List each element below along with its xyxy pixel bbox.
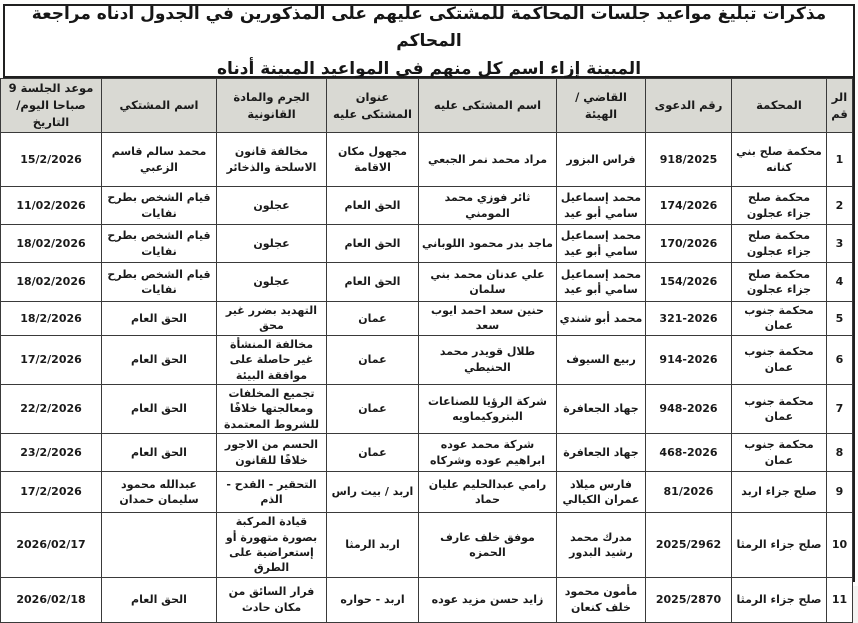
cell-complainant: محمد سالم قاسم الزعبي (102, 133, 217, 187)
cell-court: محكمة جنوب عمان (732, 335, 827, 384)
cell-num: 11 (827, 577, 853, 622)
cell-defendant: طلال قويدر محمد الحنيطي (419, 335, 557, 384)
cell-case_no: 918/2025 (646, 133, 732, 187)
cell-defendant: علي عدنان محمد بني سلمان (419, 263, 557, 302)
column-header-num: الرقم (827, 79, 853, 133)
cell-judge: ربيع السيوف (557, 335, 646, 384)
cell-court: محكمة صلح جزاء عجلون (732, 225, 827, 263)
cell-court: محكمة صلح بني كنانه (732, 133, 827, 187)
cell-complainant: الحق العام (102, 434, 217, 472)
cell-case_no: 174/2026 (646, 187, 732, 225)
cell-num: 4 (827, 263, 853, 302)
cell-court: صلح جزاء الرمثا (732, 577, 827, 622)
cell-case_no: 2025/2870 (646, 577, 732, 622)
cell-address: اربد - حواره (327, 577, 419, 622)
table-row (1, 335, 853, 384)
cell-crime: فرار السائق من مكان حادث (217, 577, 327, 622)
cell-date: 17/2/2026 (1, 472, 102, 513)
title-line-2: المبينة إزاء اسم كل منهم في المواعيد المبينة أدناه (216, 58, 642, 79)
cell-case_no: 468-2026 (646, 434, 732, 472)
cell-date: 22/2/2026 (1, 384, 102, 433)
column-header-crime: الجرم والمادة القانونية (217, 79, 327, 133)
cell-judge: جهاد الجعافرة (557, 384, 646, 433)
cell-case_no: 170/2026 (646, 225, 732, 263)
cell-crime: عجلون (217, 225, 327, 263)
cell-date: 15/2/2026 (1, 133, 102, 187)
cell-num: 5 (827, 302, 853, 336)
cell-court: صلح جزاء الرمثا (732, 513, 827, 578)
title-line-1: مذكرات تبليغ مواعيد جلسات المحاكمة للمشتكى عليهم على المذكورين في الجدول ادناه مراجعة المحاكم (31, 4, 827, 52)
cell-date: 23/2/2026 (1, 434, 102, 472)
cell-case_no: 154/2026 (646, 263, 732, 302)
cell-address: الحق العام (327, 187, 419, 225)
table-row (1, 225, 853, 263)
cell-address: الحق العام (327, 263, 419, 302)
cell-complainant: الحق العام (102, 384, 217, 433)
cell-judge: مدرك محمد رشيد البدور (557, 513, 646, 578)
table-row (1, 187, 853, 225)
cell-address: عمان (327, 434, 419, 472)
cell-address: عمان (327, 335, 419, 384)
cell-court: محكمة جنوب عمان (732, 434, 827, 472)
cell-num: 7 (827, 384, 853, 433)
column-header-court: المحكمة (732, 79, 827, 133)
cell-crime: مخالفة المنشأة غير حاصلة على موافقة البيئة (217, 335, 327, 384)
cell-address: عمان (327, 384, 419, 433)
cell-date: 18/02/2026 (1, 225, 102, 263)
cell-num: 1 (827, 133, 853, 187)
cell-crime: التحقير - القدح - الذم (217, 472, 327, 513)
cell-complainant: الحق العام (102, 335, 217, 384)
cell-address: مجهول مكان الاقامة (327, 133, 419, 187)
cell-complainant (102, 513, 217, 578)
cell-judge: فراس البزور (557, 133, 646, 187)
cell-court: محكمة صلح جزاء عجلون (732, 187, 827, 225)
cell-court: محكمة صلح جزاء عجلون (732, 263, 827, 302)
cell-defendant: حنين سعد احمد ايوب سعد (419, 302, 557, 336)
cell-complainant: قيام الشخص بطرح نفايات (102, 263, 217, 302)
cell-num: 6 (827, 335, 853, 384)
cell-crime: قيادة المركبة بصورة متهورة أو إستعراضية على الطرق (217, 513, 327, 578)
cell-defendant: ثائر فوزي محمد المومني (419, 187, 557, 225)
cell-crime: مخالفة قانون الاسلحة والذخائر (217, 133, 327, 187)
column-header-judge: القاضي / الهيئة (557, 79, 646, 133)
cell-address: اربد / بيت راس (327, 472, 419, 513)
cell-crime: عجلون (217, 263, 327, 302)
cell-defendant: موفق خلف عارف الحمزه (419, 513, 557, 578)
cell-court: محكمة جنوب عمان (732, 384, 827, 433)
cell-crime: الحسم من الاجور خلافًا للقانون (217, 434, 327, 472)
cell-defendant: شركة الرؤيا للصناعات البتروكيماويه (419, 384, 557, 433)
cell-date: 17/2/2026 (1, 335, 102, 384)
table-row (1, 472, 853, 513)
table-row (1, 577, 853, 622)
cell-judge: فارس ميلاد عمران الكيالي (557, 472, 646, 513)
column-header-date: موعد الجلسة 9 صباحا اليوم/التاريخ (1, 79, 102, 133)
table-row (1, 434, 853, 472)
cell-address: اربد الرمثا (327, 513, 419, 578)
court-notice-document (3, 4, 855, 614)
cell-judge: محمد إسماعيل سامي أبو عيد (557, 263, 646, 302)
table-row (1, 513, 853, 578)
cell-case_no: 2025/2962 (646, 513, 732, 578)
cell-defendant: رامي عبدالحليم عليان حماد (419, 472, 557, 513)
cell-defendant: زايد حسن مزيد عوده (419, 577, 557, 622)
table-body (1, 133, 853, 623)
cell-complainant: قيام الشخص بطرح نفايات (102, 225, 217, 263)
cell-defendant: مراد محمد نمر الجبعي (419, 133, 557, 187)
cell-judge: جهاد الجعافرة (557, 434, 646, 472)
column-header-case_no: رقم الدعوى (646, 79, 732, 133)
table-row (1, 263, 853, 302)
cell-address: عمان (327, 302, 419, 336)
cell-complainant: الحق العام (102, 302, 217, 336)
cell-date: 18/2/2026 (1, 302, 102, 336)
cell-judge: محمد أبو شندي (557, 302, 646, 336)
cell-complainant: عبدالله محمود سليمان حمدان (102, 472, 217, 513)
cell-defendant: ماجد بدر محمود اللوباني (419, 225, 557, 263)
cell-defendant: شركة محمد عوده ابراهيم عوده وشركاه (419, 434, 557, 472)
cell-judge: محمد إسماعيل سامي أبو عيد (557, 225, 646, 263)
cell-crime: التهديد بضرر غير محق (217, 302, 327, 336)
cell-judge: مأمون محمود خلف كنعان (557, 577, 646, 622)
table-header-row (1, 79, 853, 133)
column-header-complainant: اسم المشتكي (102, 79, 217, 133)
cell-num: 2 (827, 187, 853, 225)
cell-case_no: 321-2026 (646, 302, 732, 336)
cell-court: محكمة جنوب عمان (732, 302, 827, 336)
cell-num: 9 (827, 472, 853, 513)
cell-complainant: الحق العام (102, 577, 217, 622)
cell-crime: عجلون (217, 187, 327, 225)
document-title (5, 6, 853, 78)
cell-num: 8 (827, 434, 853, 472)
cell-case_no: 948-2026 (646, 384, 732, 433)
table-row (1, 133, 853, 187)
table-row (1, 302, 853, 336)
cell-judge: محمد إسماعيل سامي أبو عيد (557, 187, 646, 225)
cell-case_no: 81/2026 (646, 472, 732, 513)
table-row (1, 384, 853, 433)
cell-address: الحق العام (327, 225, 419, 263)
column-header-defendant: اسم المشتكى عليه (419, 79, 557, 133)
cell-date: 18/02/2026 (1, 263, 102, 302)
column-header-address: عنوان المشتكى عليه (327, 79, 419, 133)
hearings-table (0, 78, 853, 623)
cell-court: صلح جزاء اربد (732, 472, 827, 513)
cell-num: 10 (827, 513, 853, 578)
cell-num: 3 (827, 225, 853, 263)
cell-complainant: قيام الشخص بطرح نفايات (102, 187, 217, 225)
cell-date: 11/02/2026 (1, 187, 102, 225)
cell-date: 2026/02/18 (1, 577, 102, 622)
cell-date: 2026/02/17 (1, 513, 102, 578)
cell-crime: تجميع المخلفات ومعالجتها خلافًا للشروط المعتمدة (217, 384, 327, 433)
cell-case_no: 914-2026 (646, 335, 732, 384)
